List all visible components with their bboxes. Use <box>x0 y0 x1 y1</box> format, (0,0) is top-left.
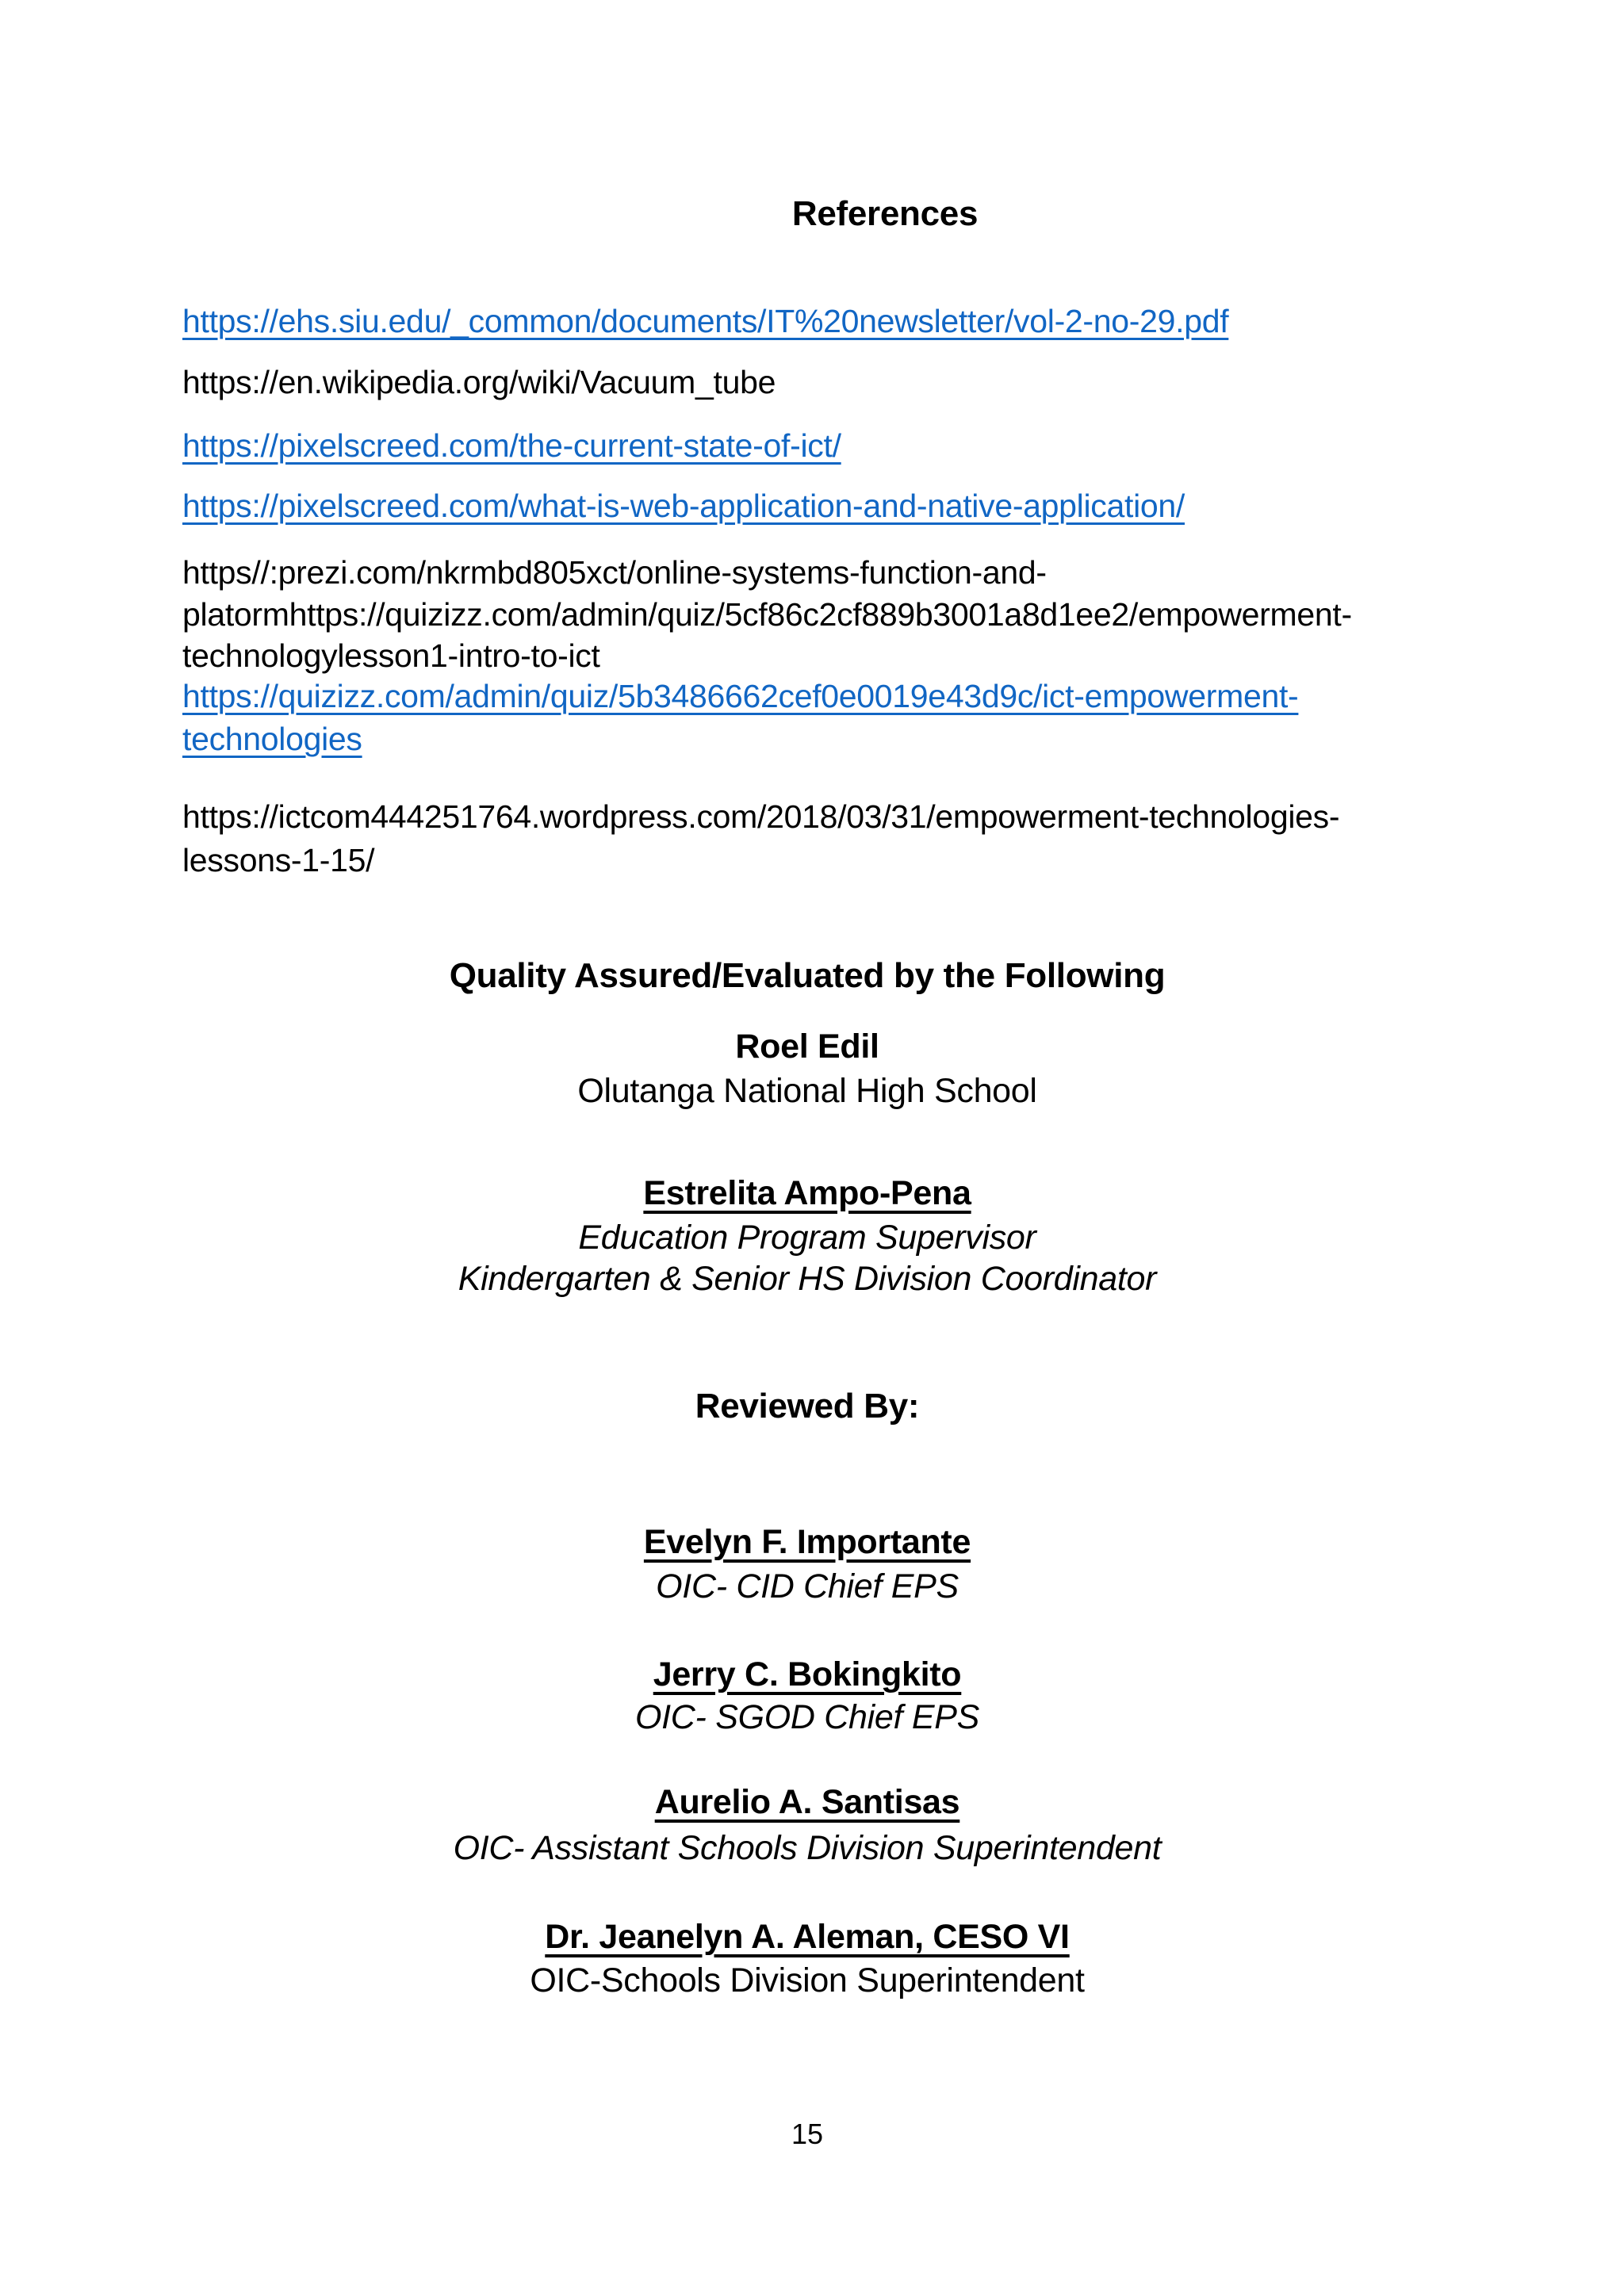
person-name-text: Dr. Jeanelyn A. Aleman, CESO VI <box>545 1918 1070 1956</box>
reference-link[interactable]: https://pixelscreed.com/what-is-web-application-and-native-application/ <box>182 488 1185 524</box>
person-name-text: Evelyn F. Importante <box>643 1523 971 1561</box>
reference-text: https://ictcom444251764.wordpress.com/2018/03/31/empowerment-technologies- <box>182 798 1340 835</box>
reference-text: lessons-1-15/ <box>182 842 375 878</box>
reference-link[interactable]: https://ehs.siu.edu/_common/documents/IT%20newsletter/vol-2-no-29.pdf <box>182 303 1229 339</box>
reference-link[interactable]: technologies <box>182 721 362 757</box>
person-title: OIC- Assistant Schools Division Superintendent <box>453 1829 1162 1867</box>
person-title: Kindergarten & Senior HS Division Coordinator <box>458 1260 1157 1298</box>
section-heading-reviewed: Reviewed By: <box>695 1387 920 1425</box>
reference-text: https://en.wikipedia.org/wiki/Vacuum_tube <box>182 364 776 400</box>
reference-text: platormhttps://quizizz.com/admin/quiz/5cf86c2cf889b3001a8d1ee2/empowerment- <box>182 596 1352 633</box>
page-number: 15 <box>791 2118 824 2150</box>
section-heading-quality: Quality Assured/Evaluated by the Following <box>449 956 1166 995</box>
person-name-text: Estrelita Ampo-Pena <box>643 1174 971 1212</box>
person-title: Olutanga National High School <box>577 1072 1037 1110</box>
person-name-text: Aurelio A. Santisas <box>654 1783 960 1821</box>
person-title: Education Program Supervisor <box>578 1219 1036 1257</box>
person-title: OIC-Schools Division Superintendent <box>530 1961 1085 1999</box>
reference-link[interactable]: https://quizizz.com/admin/quiz/5b3486662cef0e0019e43d9c/ict-empowerment- <box>182 678 1299 714</box>
page-title: References <box>791 194 979 233</box>
person-name-text: Jerry C. Bokingkito <box>653 1655 962 1693</box>
person-name <box>0 1655 1614 1693</box>
person-name <box>0 1785 1614 1820</box>
person-title: OIC- SGOD Chief EPS <box>635 1698 979 1736</box>
person-name <box>0 1920 1614 1954</box>
reference-text: technologylesson1-intro-to-ict <box>182 637 600 674</box>
person-name: Roel Edil <box>735 1027 879 1066</box>
reference-link[interactable]: https://pixelscreed.com/the-current-state-of-ict/ <box>182 427 841 464</box>
person-name <box>0 1174 1614 1212</box>
reference-text: https//:prezi.com/nkrmbd805xct/online-systems-function-and- <box>182 554 1047 591</box>
person-title: OIC- CID Chief EPS <box>656 1567 959 1605</box>
person-name <box>0 1525 1614 1559</box>
